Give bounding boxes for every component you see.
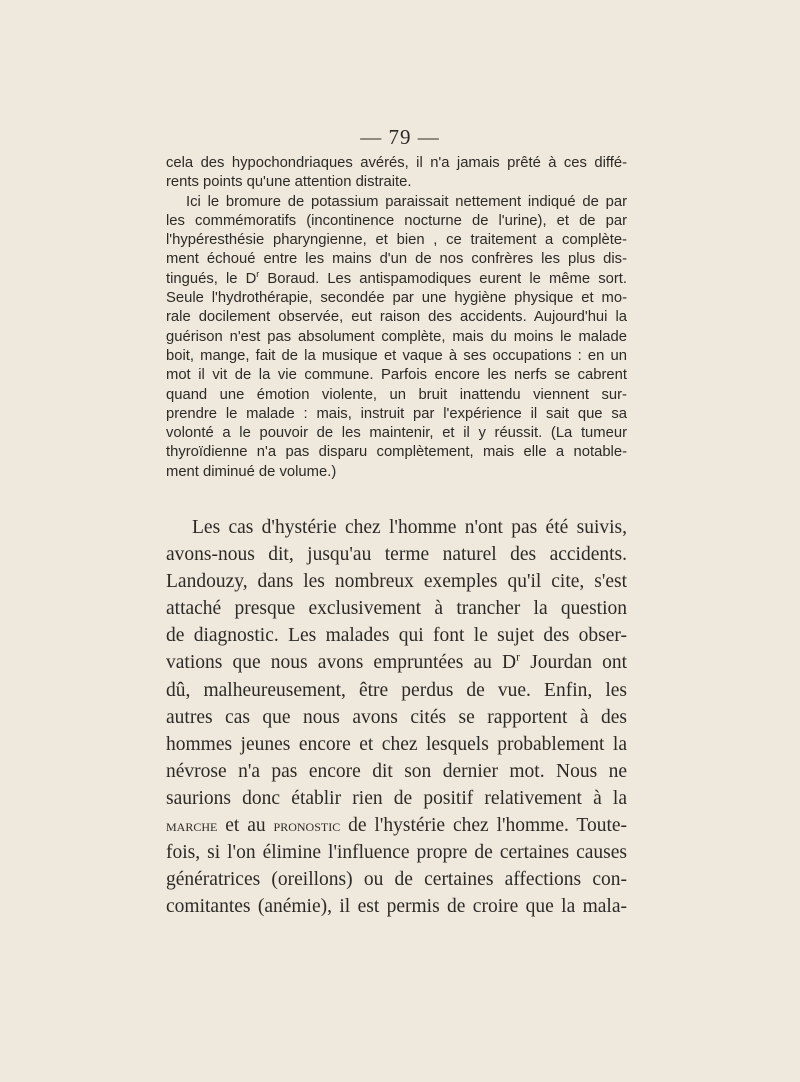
text-line: les commémoratifs (incontinence nocturne de l'urine), et de par (166, 212, 627, 229)
doctor-abbrev: $D^r$ (245, 268, 260, 287)
text-line: ment échoué entre les mains d'un de nos confrères les plus dis- (166, 251, 627, 268)
text-line (166, 270, 627, 289)
text-line: dû, malheureusement, être perdus de vue. Enfin, les (166, 679, 627, 701)
text-line: attaché presque exclusivement à trancher la question (166, 598, 627, 620)
doctor-abbrev: $D^r$ (502, 650, 521, 674)
text-fragment: vations que nous avons empruntées au (166, 652, 492, 674)
text-line: de diagnostic. Les malades qui font le sujet des obser- (166, 625, 627, 647)
text-line: fois, si l'on élimine l'influence propre de certaines causes (166, 842, 627, 864)
text-line: comitantes (anémie), il est permis de croire que la mala- (166, 896, 627, 918)
text-line: Ici le bromure de potassium paraissait nettement indiqué de par (186, 193, 627, 210)
text-line: hommes jeunes encore et chez lesquels probablement la (166, 733, 627, 755)
text-line: ment diminué de volume.) (166, 463, 337, 480)
small-caps-term: pronostic (273, 816, 341, 836)
text-line: génératrices (oreillons) ou de certaines affections con- (166, 869, 627, 891)
text-line: Les cas d'hystérie chez l'homme n'ont pas été suivis, (192, 517, 627, 538)
text-line: boit, mange, fait de la musique et vaque à ses occupations : en un (166, 347, 627, 364)
text-fragment: de l'hystérie chez l'homme. Toute- (348, 815, 628, 837)
text-line: quand une émotion violente, un bruit inattendu viennent sur- (166, 386, 627, 403)
text-line (166, 649, 627, 676)
page-number: — 79 — (360, 125, 440, 149)
text-line: névrose n'a pas encore dit son dernier mot. Nous ne (166, 760, 627, 782)
text-line: rale docilement observée, eut raison des accidents. Aujourd'hui la (166, 309, 627, 326)
text-line: prendre le malade : mais, instruit par l'expérience il sait que sa (166, 405, 627, 422)
text-fragment: tingués, le (166, 270, 238, 287)
text-fragment: Boraud. Les antispamodiques eurent le même sort. (267, 270, 627, 287)
text-line: Landouzy, dans les nombreux exemples qu'il cite, s'est (166, 571, 627, 593)
text-fragment: Jourdan ont (530, 652, 628, 674)
text-line (166, 812, 627, 839)
text-line: avons-nous dit, jusqu'au terme naturel des accidents. (166, 544, 627, 566)
text-fragment: et au (225, 815, 266, 837)
paragraph-small-print (166, 154, 627, 482)
text-line: Seule l'hydrothérapie, secondée par une hygiène physique et mo- (166, 290, 627, 307)
text-line: saurions donc établir rien de positif relativement à la (166, 787, 627, 809)
text-line: guérison n'est pas absolument complète, mais du moins le malade (166, 328, 627, 345)
text-line: autres cas que nous avons cités se rapportent à des (166, 706, 627, 728)
text-line: mot il vit de la vie commune. Parfois encore les nerfs se cabrent (166, 367, 627, 384)
text-line: volonté a le pouvoir de les maintenir, et il y réussit. (La tumeur (166, 425, 627, 442)
text-line: rents points qu'une attention distraite. (166, 174, 412, 191)
text-line: cela des hypochondriaques avérés, il n'a jamais prêté à ces diffé- (166, 155, 627, 171)
small-caps-term: marche (166, 816, 218, 836)
paragraph-main (166, 514, 627, 920)
text-line: l'hypéresthésie pharyngienne, et bien , ce traitement a complète- (166, 232, 627, 249)
text-line: thyroïdienne n'a pas disparu complètement, mais elle a notable- (166, 444, 627, 461)
